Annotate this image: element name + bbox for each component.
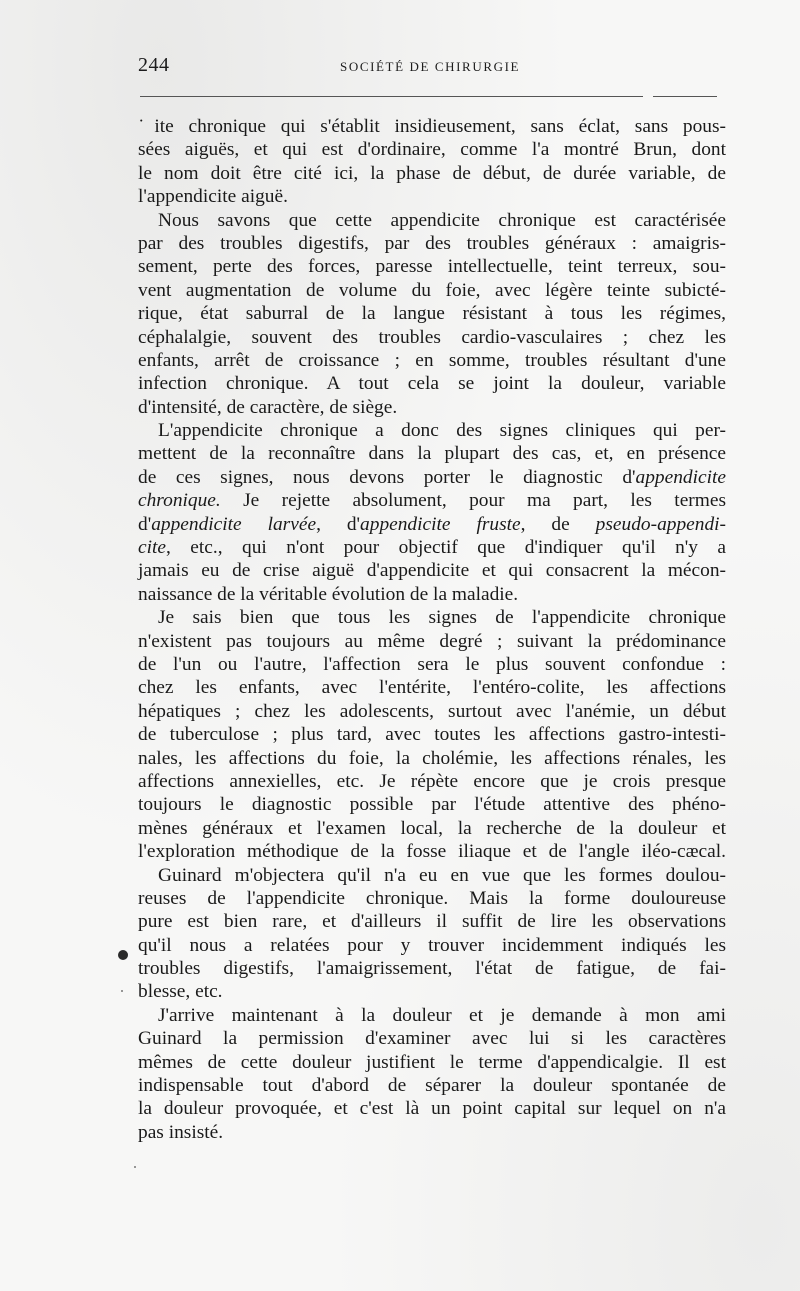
margin-ink-dot (118, 950, 128, 960)
text-line: mettent de la reconnaître dans la plupart des cas, et, en présence (138, 443, 726, 465)
text-line: sement, perte des forces, paresse intellectuelle, teint terreux, sou- (138, 256, 726, 278)
text-line: naissance de la véritable évolution de la maladie. (138, 583, 519, 605)
text-line: l'appendicite aiguë. (138, 186, 288, 208)
text-line: d'intensité, de caractère, de siège. (138, 396, 398, 418)
italic-term: chronique. (138, 490, 221, 512)
paragraph (138, 419, 726, 606)
paragraph (138, 115, 726, 209)
text-line: l'exploration méthodique de la fosse iliaque et de l'angle iléo-cæcal. (138, 841, 726, 863)
text-line: pure est bien rare, et d'ailleurs il suffit de lire les observations (138, 911, 726, 933)
text-line: la douleur provoquée, et c'est là un point capital sur lequel on n'a (138, 1098, 726, 1120)
text-line: mènes généraux et l'examen local, la recherche de la douleur et (138, 817, 726, 839)
header-rule-short (653, 96, 717, 97)
text-line: le nom doit être cité ici, la phase de début, de durée variable, de (138, 162, 726, 184)
page-number: 244 (138, 54, 170, 76)
text-line: infection chronique. A tout cela se joint la douleur, variable (138, 373, 726, 395)
text-line: Guinard m'objectera qu'il n'a eu en vue que les formes doulou- (158, 864, 726, 886)
text-line: indispensable tout d'abord de séparer la douleur spontanée de (138, 1075, 726, 1097)
text-line: troubles digestifs, l'amaigrissement, l'état de fatigue, de fai- (138, 958, 726, 980)
text-line: hépatiques ; chez les adolescents, surtout avec l'anémie, un début (138, 700, 726, 722)
text-line: affections annexielles, etc. Je répète encore que je crois presque (138, 770, 726, 792)
text-line: chronique. Je rejette absolument, pour ma part, les termes (138, 490, 726, 512)
italic-term: appendicite larvée (151, 513, 317, 535)
italic-term: appendicite (635, 466, 726, 488)
text-line: blesse, etc. (138, 981, 223, 1003)
text-line: d'appendicite larvée, d'appendicite fruste, de pseudo-appendi- (138, 513, 726, 535)
text-line: par des troubles digestifs, par des troubles généraux : amaigris- (138, 232, 726, 254)
text-line: de l'un ou l'autre, l'affection sera le plus souvent confondue : (138, 653, 726, 675)
text-line: J'arrive maintenant à la douleur et je demande à mon ami (158, 1004, 726, 1026)
text-line: qu'il nous a relatées pour y trouver incidemment indiqués les (138, 934, 726, 956)
text-line: n'existent pas toujours au même degré ; suivant la prédominance (138, 630, 726, 652)
italic-term: cite (138, 537, 166, 559)
text-line: nales, les affections du foie, la cholémie, les affections rénales, les (138, 747, 726, 769)
text-line: Je sais bien que tous les signes de l'appendicite chronique (158, 607, 726, 629)
text-line: rique, état saburral de la langue résistant à tous les régimes, (138, 303, 726, 325)
text-line: reuses de l'appendicite chronique. Mais la forme douloureuse (138, 887, 726, 909)
running-title: SOCIÉTÉ DE CHIRURGIE (340, 59, 521, 74)
text-line: sées aiguës, et qui est d'ordinaire, comme l'a montré Brun, dont (138, 139, 726, 161)
text-line: Nous savons que cette appendicite chronique est caractérisée (158, 209, 726, 231)
italic-term: pseudo-appendi- (595, 513, 726, 535)
text-line: Guinard la permission d'examiner avec lui si les caractères (138, 1028, 726, 1050)
paragraph (138, 1004, 726, 1144)
paragraph (138, 606, 726, 863)
running-head (138, 54, 725, 78)
margin-speck (134, 1166, 136, 1168)
text-line: mêmes de cette douleur justifient le terme d'appendicalgie. Il est (138, 1051, 726, 1073)
text-line: toujours le diagnostic possible par l'étude attentive des phéno- (138, 794, 726, 816)
text-line: ˙ite chronique qui s'établit insidieusement, sans éclat, sans pous- (138, 116, 726, 137)
text-line: pas insisté. (138, 1121, 224, 1143)
italic-term: appendicite fruste (360, 513, 521, 535)
paragraph (138, 209, 726, 420)
body-text (138, 115, 726, 1144)
text-line: jamais eu de crise aiguë d'appendicite et qui consacrent la mécon- (138, 560, 726, 582)
header-rule (140, 96, 643, 97)
text-line: céphalalgie, souvent des troubles cardio-vasculaires ; chez les (138, 326, 726, 348)
text-line: enfants, arrêt de croissance ; en somme, troubles résultant d'une (138, 349, 726, 371)
text-line: de ces signes, nous devons porter le diagnostic d'appendicite (138, 466, 726, 488)
text-line: chez les enfants, avec l'entérite, l'entéro-colite, les affections (138, 677, 726, 699)
margin-speck (121, 990, 123, 992)
text-line: de tuberculose ; plus tard, avec toutes les affections gastro-intesti- (138, 724, 726, 746)
text-line: cite, etc., qui n'ont pour objectif que d'indiquer qu'il n'y a (138, 537, 726, 559)
text-line: L'appendicite chronique a donc des signes cliniques qui per- (158, 420, 726, 442)
paragraph (138, 864, 726, 1004)
text-line: vent augmentation de volume du foie, avec légère teinte subicté- (138, 279, 726, 301)
